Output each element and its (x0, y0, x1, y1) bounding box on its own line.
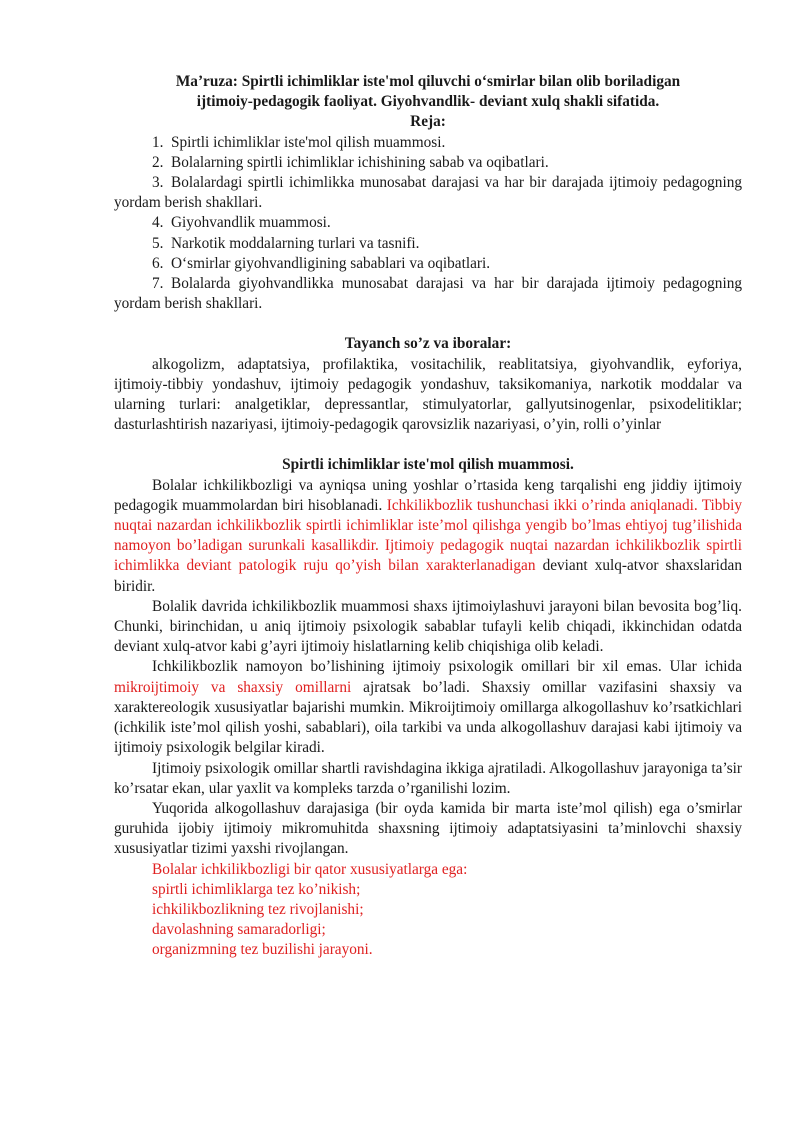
paragraph-1 (114, 476, 742, 597)
paragraph-4: Ijtimoiy psixologik omillar shartli ravishdagina ikkiga ajratiladi. Alkogollashuv jarayoniga ta’sir ko’rsatar ekan, ular yaxlit va kompleks tarzda o’rganilishi lozim. (114, 759, 742, 797)
plan-item (114, 213, 742, 233)
list-item: organizmning tez buzilishi jarayoni. (152, 941, 373, 959)
paragraph-3 (114, 657, 742, 758)
plan-item-text: Giyohvandlik muammosi. (171, 214, 331, 232)
plan-item-text: Bolalarda giyohvandlikka munosabat darajasi va har bir darajada ijtimoiy pedagogning yordam berish shakllari. (114, 275, 742, 313)
paragraph-text: ajratsak bo’ladi. Shaxsiy omillar vazifasini shaxsiy va xaraktereologik xususiyatlar bajarishi mumkin. Mikroijtimoiy omillarga alkogollashuv ko’rsatkichlari (ichkilik iste’mol qilish yoshi, sabablari), oila tarkibi va unda alkogollashuv darajasi kabi ijtimoiy va ijtimoiy psixologik belgilar kiradi. (114, 678, 742, 757)
plan-item (114, 133, 742, 153)
plan-item (114, 254, 742, 274)
highlighted-text: mikroijtimoiy va shaxsiy omillarni (114, 678, 352, 696)
plan-item-number: 6. (152, 254, 164, 272)
paragraph-2: Bolalik davrida ichkilikbozlik muammosi shaxs ijtimoiylashuvi jarayoni bilan bevosita bog’liq. Chunki, birinchidan, u aniq ijtimoiy psixologik sabablar tufayli kelib chiqadi, ikkinchidan odatda deviant xulq-atvor kabi g’ayri ijtimoiy hislatlarning kelib chiqishiga olib keladi. (114, 597, 742, 656)
plan-item-text: O‘smirlar giyohvandligining sabablari va oqibatlari. (171, 254, 491, 272)
keywords-text: alkogolizm, adaptatsiya, profilaktika, vositachilik, reablitatsiya, giyohvandlik, eyforiya, ijtimoiy-tibbiy yondashuv, ijtimoiy pedagogik yondashuv, taksikomaniya, narkotik moddalar va ularning turlari: analgetiklar, depressantlar, stimulyatorlar, gallyutsinogenlar, psixodelitiklar; dasturlashtirish nazariyasi, ijtimoiy-pedagogik qarovsizlik nazariyasi, o’yin, rolli o’yinlar (114, 355, 742, 434)
paragraph-text: deviant xulq-atvor shaxslaridan biridir. (114, 557, 742, 595)
plan-item-text: Narkotik moddalarning turlari va tasnifi. (171, 234, 420, 252)
lecture-title-line-1: Ma’ruza: Spirtli ichimliklar iste'mol qiluvchi o‘smirlar bilan olib boriladigan (175, 73, 681, 90)
plan-item (114, 173, 742, 213)
list-item: spirtli ichimliklarga tez ko’nikish; (152, 880, 361, 898)
plan-item-text: Bolalardagi spirtli ichimlikka munosabat darajasi va har bir darajada ijtimoiy pedagogning yordam berish shakllari. (114, 174, 742, 212)
list-item: Bolalar ichkilikbozligi bir qator xususiyatlarga ega: (152, 860, 468, 878)
plan-item-number: 1. (152, 133, 164, 151)
list-item: ichkilikbozlikning tez rivojlanishi; (152, 900, 364, 918)
plan-heading: Reja: (410, 113, 446, 131)
keywords-heading: Tayanch so’z va iboralar: (344, 335, 512, 353)
paragraph-text: Ichkilikbozlik namoyon bo’lishining ijtimoiy psixologik omillari bir xil emas. Ular ichida (152, 658, 742, 676)
highlighted-text: Ichkilikbozlik tushunchasi ikki o’rinda aniqlanadi. Tibbiy nuqtai nazardan ichkilikbozlik spirtli ichimliklar iste’mol qilishga yengib bo’lmas ehtiyoj tug’ilishida namoyon bo’ladigan surunkali kasallikdir. Ijtimoiy pedagogik nuqtai nazardan ichkilikbozlik spirtli ichimlikka deviant patologik ruju qo’yish bilan xarakterlanadigan (114, 496, 742, 575)
plan-item-number: 2. (152, 153, 164, 171)
plan-item-text: Spirtli ichimliklar iste'mol qilish muammosi. (171, 133, 446, 151)
plan-item-number: 5. (152, 234, 164, 252)
plan-item-number: 4. (152, 214, 164, 232)
plan-item (114, 274, 742, 314)
paragraph-5: Yuqorida alkogollashuv darajasiga (bir oyda kamida bir marta iste’mol qilish) ega o’smirlar guruhida ijobiy ijtimoiy mikromuhitda shaxsning ijtimoiy adaptatsiyasini ta’minlovchi shaxsiy xususiyatlar tizimi yaxshi rivojlangan. (114, 799, 742, 858)
plan-item-number: 3. (152, 174, 164, 192)
plan-item (114, 234, 742, 254)
plan-item-number: 7. (152, 275, 164, 293)
features-list (114, 860, 742, 961)
list-item: davolashning samaradorligi; (152, 921, 326, 939)
section-heading: Spirtli ichimliklar iste'mol qilish muammosi. (282, 456, 574, 474)
plan-list (114, 133, 742, 315)
lecture-title-line-2: ijtimoiy-pedagogik faoliyat. Giyohvandlik- deviant xulq shakli sifatida. (196, 93, 660, 111)
plan-item-text: Bolalarning spirtli ichimliklar ichishining sabab va oqibatlari. (171, 153, 549, 171)
paragraph-text: Bolalar ichkilikbozligi va ayniqsa uning yoshlar o’rtasida keng tarqalishi eng jiddiy ijtimoiy pedagogik muammolardan biri hisoblanadi. (114, 476, 742, 514)
plan-item (114, 153, 742, 173)
document-page (114, 72, 742, 961)
